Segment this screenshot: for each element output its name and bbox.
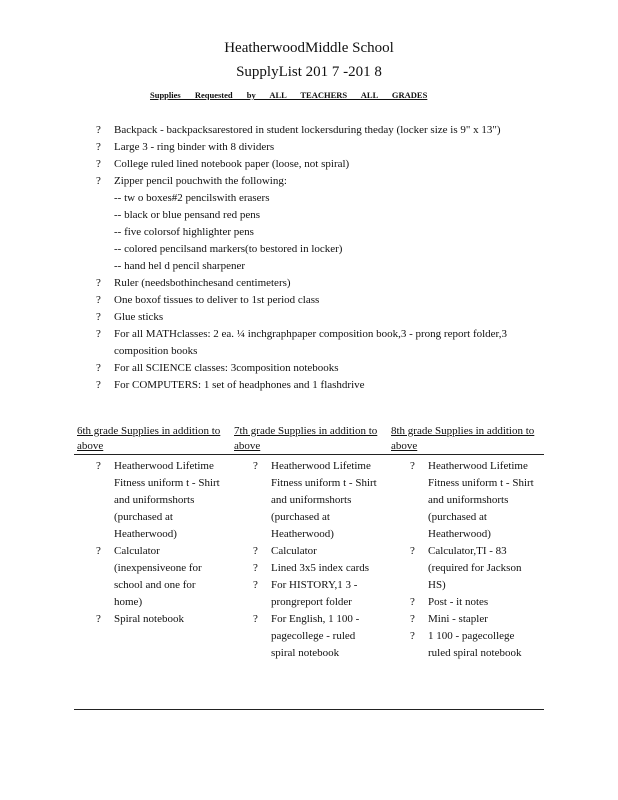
list-item xyxy=(96,360,526,377)
main-supply-list xyxy=(96,122,526,394)
list-item-text: Zipper pencil pouchwith the following: xyxy=(114,175,287,187)
list-item xyxy=(253,458,378,543)
list-item xyxy=(96,326,526,360)
bullet-glyph: ? xyxy=(410,460,415,472)
school-name: HeatherwoodMiddle School xyxy=(224,40,394,56)
list-item-text: Calculator xyxy=(271,545,317,557)
list-item-text: Ruler (needsbothinchesand centimeters) xyxy=(114,277,291,289)
bullet-glyph: ? xyxy=(410,596,415,608)
sub-list-item xyxy=(96,190,526,207)
grade-6-heading: 6th grade Supplies in addition to above xyxy=(77,425,221,452)
grade-8-heading: 8th grade Supplies in addition to above xyxy=(391,425,535,452)
grade-6-list xyxy=(96,458,221,628)
list-item-text: -- hand hel d pencil sharpener xyxy=(114,260,246,272)
grade-7-heading: 7th grade Supplies in addition to above xyxy=(234,425,378,452)
bullet-glyph: ? xyxy=(96,294,101,306)
list-item xyxy=(96,173,526,190)
list-item xyxy=(253,543,378,560)
list-item-text: For COMPUTERS: 1 set of headphones and 1 flashdrive xyxy=(114,379,365,391)
list-item-text: Post - it notes xyxy=(428,596,489,608)
sub-list-item xyxy=(96,224,526,241)
list-item-text: 1 100 - pagecollege ruled spiral notebook xyxy=(428,630,522,659)
list-item-text: -- tw o boxes#2 pencilswith erasers xyxy=(114,192,270,204)
grade-7-list xyxy=(253,458,378,662)
list-item-text: Spiral notebook xyxy=(114,613,184,625)
bullet-glyph: ? xyxy=(96,545,101,557)
list-item xyxy=(253,611,378,662)
bullet-glyph: ? xyxy=(253,460,258,472)
list-item-text: For HISTORY,1 3 - prongreport folder xyxy=(271,579,358,608)
list-item-text: -- colored pencilsand markers(to bestored in locker) xyxy=(114,243,343,255)
list-item xyxy=(253,577,378,611)
subtitle: Supplies Requested by ALL TEACHERS ALL GRADES xyxy=(150,90,428,100)
list-item-text: Glue sticks xyxy=(114,311,164,323)
list-item xyxy=(410,543,535,594)
bullet-glyph: ? xyxy=(96,328,101,340)
list-item-text: One boxof tissues to deliver to 1st period class xyxy=(114,294,320,306)
bullet-glyph: ? xyxy=(96,613,101,625)
bullet-glyph: ? xyxy=(253,545,258,557)
bullet-glyph: ? xyxy=(96,175,101,187)
bullet-glyph: ? xyxy=(96,124,101,136)
list-item-text: Calculator (inexpensiveone for school and one for home) xyxy=(114,545,202,608)
list-item-text: For all SCIENCE classes: 3composition notebooks xyxy=(114,362,339,374)
list-item-text: -- black or blue pensand red pens xyxy=(114,209,261,221)
list-item-text: Heatherwood Lifetime Fitness uniform t - Shirt and uniformshorts (purchased at Heatherwood) xyxy=(428,460,534,540)
table-top-rule xyxy=(74,454,544,455)
bullet-glyph: ? xyxy=(253,613,258,625)
list-item xyxy=(410,594,535,611)
list-item-text: For all MATHclasses: 2 ea. ¼ inchgraphpaper composition book,3 - prong report folder,3 composition books xyxy=(114,328,508,357)
list-item-text: College ruled lined notebook paper (loose, not spiral) xyxy=(114,158,350,170)
bullet-glyph: ? xyxy=(410,545,415,557)
bullet-glyph: ? xyxy=(96,379,101,391)
list-item xyxy=(96,156,526,173)
bullet-glyph: ? xyxy=(96,158,101,170)
bullet-glyph: ? xyxy=(253,579,258,591)
list-item xyxy=(96,292,526,309)
bullet-glyph: ? xyxy=(96,460,101,472)
list-item-text: Heatherwood Lifetime Fitness uniform t - Shirt and uniformshorts (purchased at Heatherwood) xyxy=(271,460,377,540)
list-item xyxy=(96,611,221,628)
list-item-text: -- five colorsof highlighter pens xyxy=(114,226,254,238)
bullet-glyph: ? xyxy=(96,277,101,289)
bullet-glyph: ? xyxy=(96,362,101,374)
list-item-text: Calculator,TI - 83 (required for Jackson HS) xyxy=(428,545,522,591)
list-item-text: Heatherwood Lifetime Fitness uniform t - Shirt and uniformshorts (purchased at Heatherwood) xyxy=(114,460,220,540)
sub-list-item xyxy=(96,207,526,224)
bullet-glyph: ? xyxy=(253,562,258,574)
list-item-text: For English, 1 100 - pagecollege - ruled spiral notebook xyxy=(271,613,360,659)
list-item xyxy=(253,560,378,577)
sub-list-item xyxy=(96,241,526,258)
list-item xyxy=(96,275,526,292)
list-item xyxy=(96,309,526,326)
list-item-text: Lined 3x5 index cards xyxy=(271,562,370,574)
list-item xyxy=(410,611,535,628)
list-item xyxy=(96,458,221,543)
bullet-glyph: ? xyxy=(410,630,415,642)
list-item xyxy=(96,543,221,611)
list-item xyxy=(96,377,526,394)
list-item xyxy=(410,628,535,662)
bullet-glyph: ? xyxy=(96,141,101,153)
list-item-text: Mini - stapler xyxy=(428,613,488,625)
list-item xyxy=(96,139,526,156)
bullet-glyph: ? xyxy=(410,613,415,625)
table-bottom-rule xyxy=(74,709,544,710)
list-item xyxy=(96,122,526,139)
list-title: SupplyList 201 7 -201 8 xyxy=(236,64,382,80)
list-item-text: Large 3 - ring binder with 8 dividers xyxy=(114,141,275,153)
sub-list-item xyxy=(96,258,526,275)
list-item xyxy=(410,458,535,543)
list-item-text: Backpack - backpacksarestored in student lockersduring theday (locker size is 9" x 13") xyxy=(114,124,501,136)
grade-8-list xyxy=(410,458,535,662)
bullet-glyph: ? xyxy=(96,311,101,323)
